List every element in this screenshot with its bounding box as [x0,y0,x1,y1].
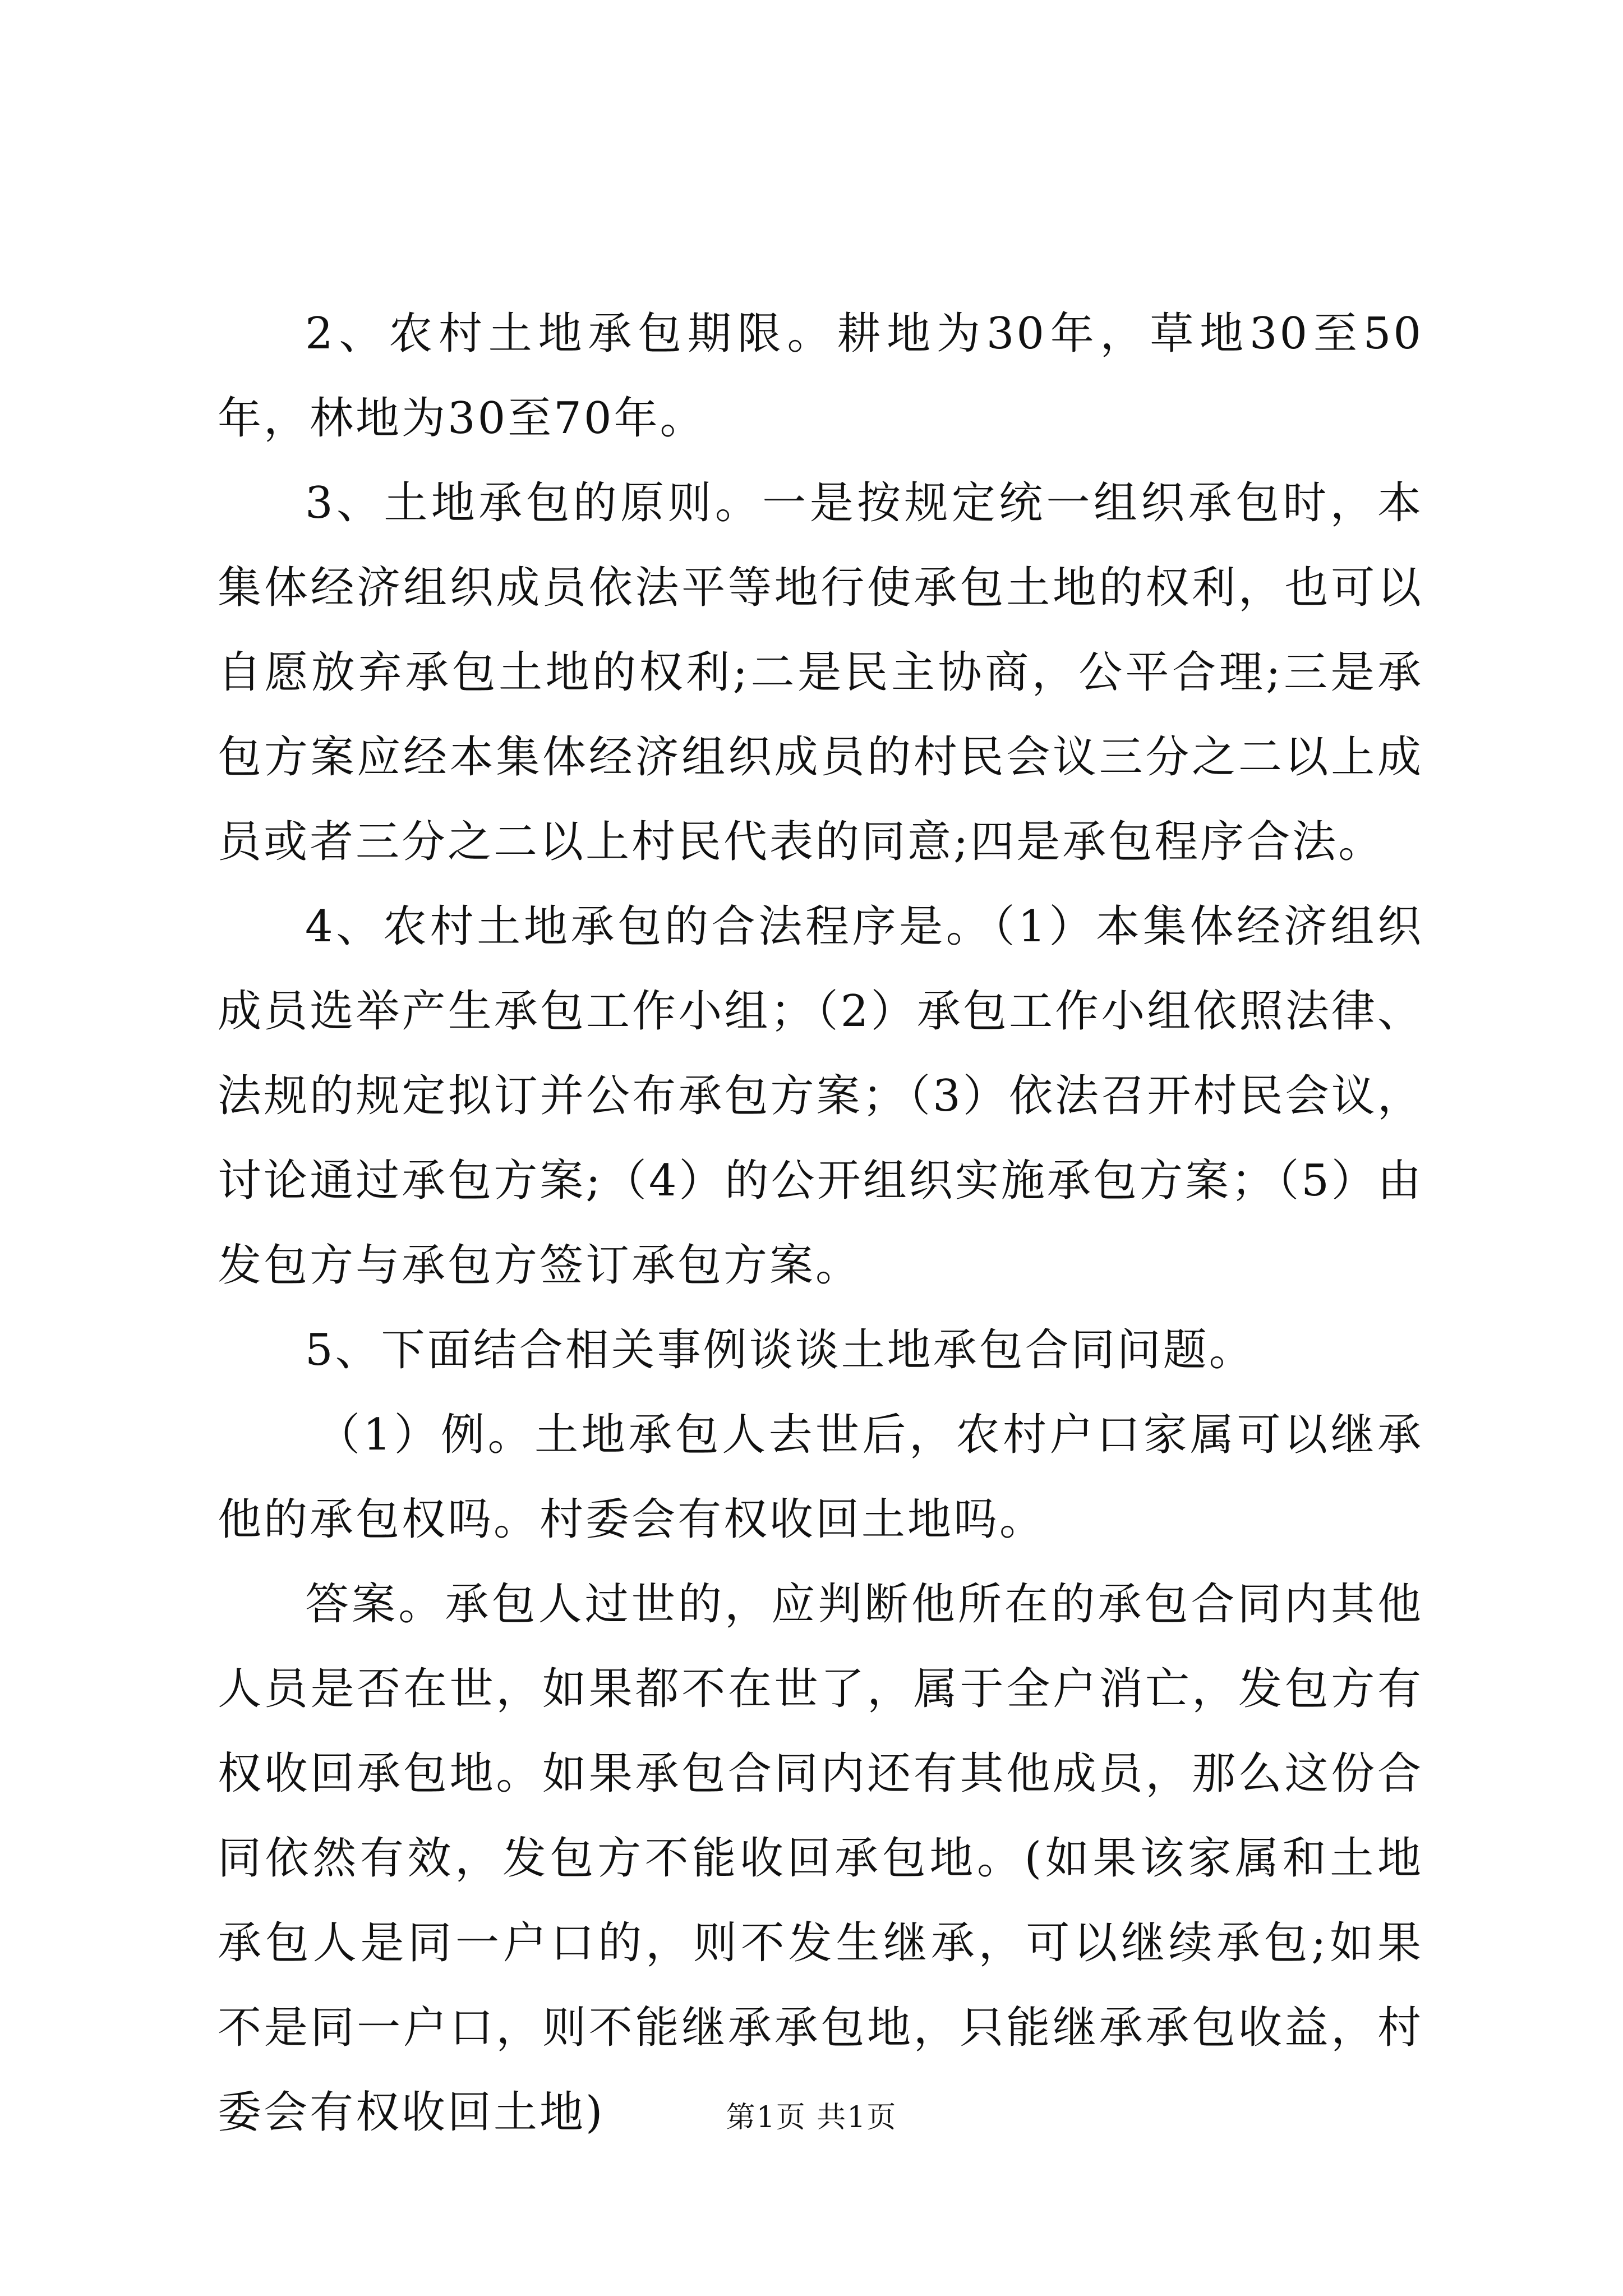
document-body [218,292,1423,2155]
paragraph-case-question: （1）例。土地承包人去世后，农村户口家属可以继承他的承包权吗。村委会有权收回土地吗。 [218,1410,1423,1545]
paragraph-contract-term: 2、农村土地承包期限。耕地为30年，草地30至50年，林地为30至70年。 [218,309,1423,444]
paragraph-case-answer: 答案。承包人过世的，应判断他所在的承包合同内其他人员是否在世，如果都不在世了，属于全户消亡，发包方有权收回承包地。如果承包合同内还有其他成员，那么这份合同依然有效，发包方不能收回承包地。(如果该家属和土地承包人是同一户口的，则不发生继承，可以继续承包;如果不是同一户口，则不能继承承包地，只能继承承包收益，村委会有权收回土地) [218,1579,1423,2138]
page-footer: 第1页 共1页 [726,2101,897,2134]
paragraph-contract-principles: 3、土地承包的原则。一是按规定统一组织承包时，本集体经济组织成员依法平等地行使承包土地的权利，也可以自愿放弃承包土地的权利;二是民主协商，公平合理;三是承包方案应经本集体经济组织成员的村民会议三分之二以上成员或者三分之二以上村民代表的同意;四是承包程序合法。 [218,478,1423,867]
paragraph-legal-procedure: 4、农村土地承包的合法程序是。（1）本集体经济组织成员选举产生承包工作小组；（2）承包工作小组依照法律、法规的规定拟订并公布承包方案；（3）依法召开村民会议，讨论通过承包方案;（4）的公开组织实施承包方案；（5）由发包方与承包方签订承包方案。 [218,901,1423,1291]
paragraph-case-intro: 5、下面结合相关事例谈谈土地承包合同问题。 [305,1325,1255,1375]
